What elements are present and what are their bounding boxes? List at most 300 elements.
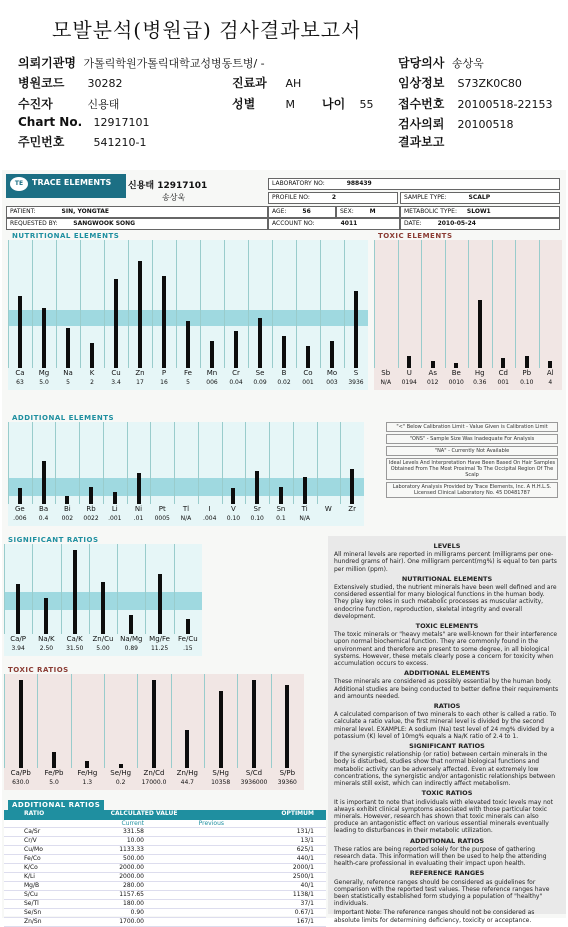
ratio-optimum: 1138/1 [292,891,314,898]
account-label: ACCOUNT NO: [272,220,315,227]
value-label: 012 [427,379,439,386]
notes-significant-text: If the synergistic relationship (or ratio) between certain minerals in the body is disturbed, studies show that normal biological functions and metabolic activity can be adversely affected. Even at extremely low concentrations, the synergistic and/or antagonistic relationships between minerals still exist, which can indirectly affect metabolism. [334,751,556,788]
grid-line [237,674,238,768]
symbol-label: S [353,369,359,377]
value-label: N/A [180,515,192,522]
symbol-label: Se/Hg [110,769,132,777]
grid-line [174,422,175,504]
symbol-label: Hg [474,369,485,377]
grid-line [320,240,321,368]
patient-value: 신용태 [87,98,120,111]
grid-line [61,544,62,634]
table-row [4,882,326,891]
grid-line [340,422,341,504]
table-row [4,837,326,846]
symbol-label: Co [303,369,313,377]
receipt-label: 접수번호 [398,97,445,111]
bar-fe-pb [52,752,56,768]
grid-line [4,544,5,634]
symbol-label: V [231,505,236,513]
value-label: 0.02 [277,379,291,386]
bar-v [231,488,235,504]
bar-sr [255,471,259,504]
ratio-name: Ca/Sr [24,828,41,835]
notes-ratios-text: A calculated comparison of two minerals to each other is called a ratio. To calculate a ratio value, the first mineral level is divided by the second mineral level. EXAMPLE: A sodium (Na) test level of 24 mg% divided by a potassium (K) level of 10mg% equals a Na/K ratio of 2.4 to 1. [334,711,557,740]
bar-p [162,276,166,368]
hospital-code-label: 병원코드 [18,76,65,90]
notes-nutritional-text: Extensively studied, the nutrient minerals have been well defined and are considered essential for many biological functions in the human body. They play key roles in such metabolic processes as muscular activity, endocrine function, reproduction, skeletal integrity and overall development. [334,584,557,620]
ratio-name: Mg/B [24,882,40,889]
value-label: 006 [206,379,218,386]
ratio-name: S/Cu [24,891,38,898]
symbol-label: W [324,505,332,513]
legend-note-5: Laboratory Analysis Provided by Trace Elements, Inc. A H.H.L.S. Licensed Clinical Laboratory No. 45 D0481787 [386,482,558,498]
age-field [322,95,374,112]
doctor-stamp: 송상욱 [162,193,186,202]
patient-label: 수진자 [18,97,53,111]
requested-label: REQUESTED BY: [10,220,58,227]
notes-reference-text: Generally, reference ranges should be considered as guidelines for comparison with the reported test values. These reference ranges have been statistically established form studying a population of "healthy" individuals. [334,878,550,908]
symbol-label: Ba [39,505,49,513]
col-ratio: RATIO [24,810,45,817]
grid-line [145,544,146,634]
value-label: 001 [302,379,314,386]
value-label: 5.0 [49,779,59,786]
bar-hg [478,300,482,368]
additional-ratios-title: ADDITIONAL RATIOS [8,800,104,810]
notes-toxic-text: The toxic minerals or "heavy metals" are well-known for their interference upon normal biochemical function. They are commonly found in the environment and therefore are present to some degree, in all biological systems. However, these metals clearly pose a concern for toxicity when accumulation occurs to excess. [334,631,558,668]
grid-line [79,422,80,504]
date-value: 2010-05-24 [437,220,476,227]
sex-field [232,95,295,112]
value-label: 0.10 [520,379,534,386]
symbol-label: Cd [498,369,508,377]
table-row [4,846,326,855]
ratio-name: Zn/Sn [24,918,42,925]
grid-line [150,422,151,504]
symbol-label: Fe/Cu [178,635,198,643]
symbol-label: Ca/K [66,635,83,643]
grid-line [127,422,128,504]
value-label: 4 [548,379,553,386]
receipt-field [398,95,552,112]
bar-u [407,356,411,368]
symbol-label: Ge [14,505,25,513]
value-label: 0.10 [226,515,241,522]
symbol-label: Cr [232,369,240,377]
ratio-name: Se/Sn [24,909,42,916]
ratio-current: 500.00 [123,855,144,862]
value-label: 5.00 [96,645,110,652]
sample-cell [400,192,560,204]
symbol-label: B [281,369,287,377]
col-previous: Previous [198,820,224,827]
chart-field [18,115,150,129]
grid-line [128,240,129,368]
value-label: 11.25 [150,645,169,652]
toxic-chart [374,240,562,390]
ratio-name: Fe/Co [24,855,41,862]
doctor-field [398,54,484,71]
requester-label: 의뢰기관명 [18,56,76,70]
ratio-current: 331.58 [123,828,144,835]
symbol-label: Sb [381,369,391,377]
symbol-label: Se [255,369,265,377]
grid-line [104,674,105,768]
symbol-label: Be [451,369,461,377]
notes-toxic-heading: TOXIC ELEMENTS [415,622,479,631]
value-label: 0.04 [229,379,243,386]
value-label: 0.4 [38,515,49,522]
ratio-previous [144,891,224,899]
value-label: 2.50 [39,645,54,652]
report-age-value: 56 [302,208,311,215]
symbol-label: Na/K [38,635,55,643]
value-label: 0.2 [115,779,126,786]
sex-label: 성별 [232,97,256,111]
value-label: 16 [160,379,168,386]
ratio-optimum: 625/1 [296,846,314,853]
receipt-value: 20100518-22153 [457,98,553,111]
bar-sn [279,487,283,504]
grid-line [104,240,105,368]
symbol-label: S/Cd [245,769,263,777]
ratio-current: 1133.33 [119,846,144,853]
grid-line [445,240,446,368]
value-label: 0194 [401,379,417,386]
header-row-1 [18,54,265,71]
grid-line [317,422,318,504]
grid-line [296,240,297,368]
bar-fe [186,321,190,368]
value-label: 0.1 [276,515,286,522]
notes-nutritional-heading: NUTRITIONAL ELEMENTS [401,574,493,583]
significant-chart [4,544,202,656]
ratio-previous [144,882,224,890]
bar-mg [42,308,46,368]
ratio-current: 2000.00 [119,873,144,880]
metabolic-label: METABOLIC TYPE: [404,208,457,215]
notes-toxic-ratios-text: It is important to note that individuals with elevated toxic levels may not always exhibit clinical symptoms associated with those particular toxic minerals. However, research has shown that toxic minerals can also produce an antagonistic effect on various essential minerals eventually leading to disturbances in their metabolic utilization. [334,798,553,835]
ratio-name: K/Co [24,864,38,871]
symbol-label: I [208,505,211,513]
bar-se [258,318,262,368]
bar-zn [138,261,142,368]
symbol-label: Rb [86,505,96,513]
value-label: 0.89 [124,645,138,652]
ratio-previous [144,855,224,863]
symbol-label: S/Hg [212,769,229,777]
bar-mn [210,341,214,368]
grid-line [515,240,516,368]
bar-k [90,343,94,368]
value-label: 001 [497,379,509,386]
id-field [18,133,146,150]
symbol-label: As [428,369,437,377]
grid-line [8,240,9,368]
account-cell [268,218,400,230]
bar-co [306,346,310,368]
grid-line [224,240,225,368]
bar-cr [234,331,238,368]
grid-line [137,674,138,768]
notes-additional-ratios-text: These ratios are being reported solely for the purpose of gathering research data. This information will then be used to help the attending health-care professional in evaluating their impact upon health. [334,845,547,868]
grid-line [293,422,294,504]
profile-cell [268,192,398,204]
grid-line [492,240,493,368]
grid-line [32,240,33,368]
value-label: N/A [380,379,392,386]
bar-fe-hg [85,761,89,768]
bar-rb [89,487,93,504]
request-date-value: 20100518 [457,118,514,131]
table-row [4,891,326,900]
value-label: 17 [136,379,144,386]
bar-zn-cu [101,582,105,634]
value-label: 31.50 [66,645,84,652]
bar-mg-fe [158,574,162,634]
metabolic-value: SLOW1 [466,208,491,215]
grid-line [398,240,399,368]
table-row [4,864,326,873]
value-label: 3936000 [240,779,268,786]
value-label: 2 [90,379,94,386]
date-label: DATE: [404,220,422,227]
grid-line [204,674,205,768]
additional-ratios-table [4,810,326,925]
value-label: 3936 [348,379,364,386]
grid-line [421,240,422,368]
doctor-value: 송상욱 [451,57,484,70]
ratio-optimum: 2500/1 [292,873,314,880]
bar-zr [350,469,354,504]
report-sex-value: M [369,208,376,215]
grid-line [539,240,540,368]
notes-additional-heading: ADDITIONAL ELEMENTS [404,669,490,678]
grid-line [468,240,469,368]
ratio-previous [144,918,224,926]
toxic-ratios-title: TOXIC RATIOS [8,666,69,674]
bar-al [548,361,552,368]
legend-note-4: Ideal Levels And Interpretation Have Been Based On Hair Samples Obtained From The Most Proximal To The Occipital Region Of The Scalp [386,458,558,480]
grid-line [71,674,72,768]
ratio-name: Cu/Mo [24,846,43,853]
value-label: .004 [203,515,217,522]
table-row [4,918,326,927]
sex-value: M [285,98,295,111]
grid-line [198,422,199,504]
grid-line [171,674,172,768]
symbol-label: Mg/Fe [149,635,170,643]
normal-range-band [8,478,364,496]
symbol-label: Zn/Cd [143,769,165,777]
profile-label: PROFILE NO: [272,194,310,201]
legend-note-1: "<" Below Calibration Limit - Value Given is Calibration Limit [386,422,558,432]
ratio-current: 2000.00 [119,864,144,871]
ratio-name: Se/Tl [24,900,39,907]
symbol-label: Bi [63,505,71,513]
ratio-previous [144,837,224,845]
table-row [4,855,326,864]
legend-note-2: "ONS" - Sample Size Was Inadequate For Analysis [386,434,558,444]
notes-levels-heading: LEVELS [433,542,461,550]
lab-no-value: 988439 [346,180,372,187]
grid-line [32,544,33,634]
report-sex-label: SEX: [340,208,354,215]
grid-line [176,240,177,368]
bar-as [431,361,435,368]
grid-line [37,674,38,768]
grid-line [152,240,153,368]
grid-line [32,422,33,504]
sample-label: SAMPLE TYPE: [404,194,447,201]
value-label: 5.0 [39,379,49,386]
symbol-label: K [89,369,95,377]
lab-name: TRACE ELEMENTS [32,178,112,187]
bar-ba [42,461,46,504]
bar-bi [65,496,69,504]
ratio-current: 1157.65 [119,891,144,898]
grid-line [245,422,246,504]
clinical-field [398,74,522,91]
ratio-name: Cr/V [24,837,37,844]
symbol-label: Ti [301,505,308,513]
symbol-label: Pt [158,505,166,513]
value-label: 3.4 [111,379,121,386]
bar-li [113,492,117,504]
age-value: 55 [359,98,374,111]
value-label: 002 [61,515,74,522]
bar-ca [18,296,22,368]
symbol-label: Pb [522,369,532,377]
bar-na-mg [129,615,133,634]
bar-s-cd [252,680,256,768]
legend-note-3: "NA" - Currently Not Available [386,446,558,456]
grid-line [4,674,5,768]
ratio-optimum: 0.67/1 [294,909,314,916]
bar-zn-cd [152,680,156,768]
value-label: 10358 [211,779,231,786]
chart-value: 12917101 [93,116,150,129]
symbol-label: Mg [38,369,50,377]
symbol-label: Fe [184,369,192,377]
lab-no-label: LABORATORY NO: [272,180,325,187]
value-label: .006 [13,515,27,522]
bar-na-k [44,598,48,634]
ratio-previous [144,828,224,836]
symbol-label: Fe/Hg [77,769,98,777]
ratio-optimum: 440/1 [296,855,314,862]
bar-zn-hg [185,730,189,768]
ratio-optimum: 40/1 [300,882,314,889]
toxic-title: TOXIC ELEMENTS [378,232,453,240]
grid-line [374,240,375,368]
bar-s [354,291,358,368]
value-label: 5 [66,379,70,386]
bar-b [282,336,286,368]
date-cell [400,218,560,230]
grid-line [174,544,175,634]
grid-line [56,240,57,368]
ratio-current: 1700.00 [119,918,144,925]
nutritional-chart [8,240,368,390]
symbol-label: Fe/Pb [44,769,64,777]
grid-line [200,240,201,368]
ratio-optimum: 37/1 [300,900,314,907]
report-label: 결과보고 [398,135,445,149]
requested-value: SANGWOOK SONG [73,220,136,227]
symbol-label: Mo [326,369,338,377]
symbol-label: Al [546,369,554,377]
toxic-ratios-chart [4,674,304,790]
lab-no-cell [268,178,560,190]
notes-toxic-ratios-heading: TOXIC RATIOS [421,789,473,798]
ratio-name: K/Li [24,873,35,880]
symbol-label: Li [111,505,118,513]
symbol-label: Zr [348,505,356,513]
lab-logo [6,174,126,198]
notes-reference-heading: REFERENCE RANGES [409,869,485,878]
bar-s-hg [219,691,223,768]
col-current: Current [121,820,144,827]
bar-cd [501,358,505,368]
sex-cell [336,206,400,218]
value-label: N/A [299,515,310,522]
bar-ca-pb [19,680,23,768]
report-field [398,133,458,150]
ratio-previous [144,900,224,908]
bar-ca-p [16,584,20,634]
symbol-label: Na/Mg [120,635,143,643]
grid-line [103,422,104,504]
notes-ratios-heading: RATIOS [433,702,461,711]
symbol-label: Ca [15,369,25,377]
report-patient-value: SIN, YONGTAE [61,208,109,215]
bar-mo [330,341,334,368]
value-label: 39360 [277,779,297,786]
report-age-label: AGE: [272,208,287,215]
bar-fe-cu [186,619,190,634]
grid-line [271,674,272,768]
ratio-previous [144,909,224,917]
bar-cu [114,279,118,368]
ratio-current: 10.00 [126,837,144,844]
profile-value: 2 [331,194,337,201]
age-label: 나이 [322,97,346,111]
additional-title: ADDITIONAL ELEMENTS [12,414,115,422]
symbol-label: Zn/Cu [92,635,114,643]
ratios-subheader [4,820,326,828]
notes-levels-text: All mineral levels are reported in milligrams percent (milligrams per one-hundred grams of hair). One milligram percent(mg%) is equal to ten parts per million (ppm). [334,551,557,573]
symbol-label: Ni [134,505,143,513]
notes-panel [328,536,566,924]
notes-additional-ratios-heading: ADDITIONAL RATIOS [409,836,485,845]
col-optimum: OPTIMUM [281,810,314,817]
patient-stamp: 신용태 12917101 [128,181,208,191]
grid-line [222,422,223,504]
bar-s-pb [285,685,289,768]
bar-be [454,363,458,368]
nutritional-title: NUTRITIONAL ELEMENTS [12,232,120,240]
bar-ge [18,488,22,504]
dept-label: 진료과 [232,76,267,90]
report-scan [2,170,566,925]
grid-line [344,240,345,368]
request-date-field [398,115,514,132]
value-label: 63 [16,379,24,386]
value-label: 003 [326,379,338,386]
account-value: 4011 [340,220,358,227]
